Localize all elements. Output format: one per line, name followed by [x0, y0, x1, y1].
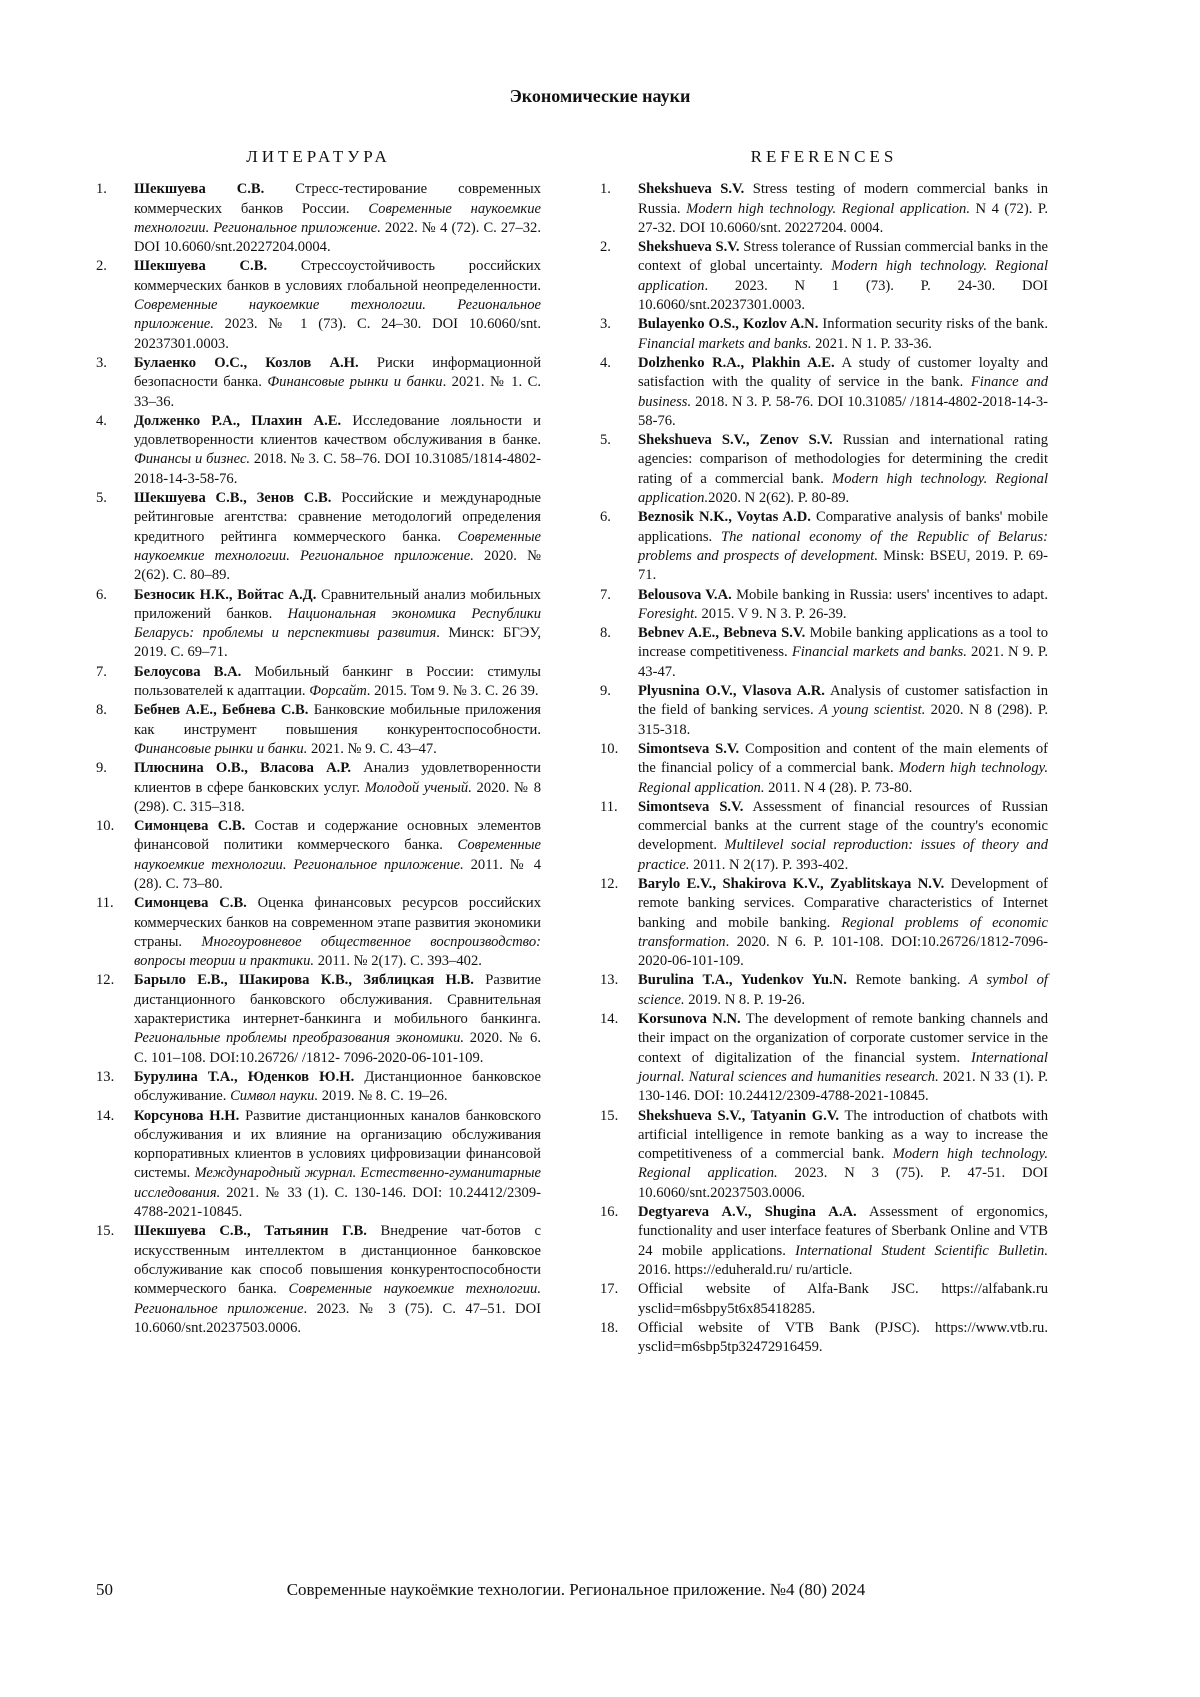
reference-item: [600, 431, 1048, 508]
references-ru-heading: ЛИТЕРАТУРА: [246, 147, 391, 166]
page-number: 50: [96, 1580, 113, 1599]
reference-text: [638, 1203, 1048, 1280]
reference-details: 2020. № 8 (298). С. 315–318.: [134, 779, 541, 815]
reference-item: [96, 1222, 541, 1338]
reference-authors: Булаенко О.С., Козлов А.Н.: [134, 354, 359, 371]
reference-number: 9.: [600, 683, 611, 700]
reference-text: [134, 817, 541, 894]
reference-item: [96, 817, 541, 894]
reference-text: [134, 701, 541, 759]
reference-title: The development of remote banking channels and their impact on the organization of corporate customer service in the context of digitalization of the financial system.: [638, 1011, 1048, 1066]
reference-number: 8.: [600, 625, 611, 642]
reference-details: 2019. N 8. P. 19-26.: [684, 991, 805, 1008]
reference-text: [638, 1319, 1048, 1358]
reference-authors: Dolzhenko R.A., Plakhin A.E.: [638, 354, 835, 371]
reference-details: 2018. N 3. P. 58-76. DOI 10.31085/ /1814-4802-2018-14-3-58-76.: [638, 393, 1048, 429]
reference-number: 10.: [600, 740, 619, 757]
reference-item: [600, 682, 1048, 740]
reference-title: Mobile banking in Russia: users' incentives to adapt.: [731, 586, 1048, 603]
reference-title: Развитие дистанционных каналов банковского обслуживания и их влияние на организацию обслуживания корпоративных клиентов в условиях цифровизации финансовой системы.: [134, 1107, 541, 1182]
reference-authors: Simontseva S.V.: [638, 798, 744, 815]
reference-item: [96, 1107, 541, 1223]
reference-title: Стресс-тестирование современных коммерческих банков России.: [134, 181, 541, 217]
reference-number: 1.: [600, 181, 611, 198]
reference-item: [96, 489, 541, 585]
reference-authors: Shekshueva S.V., Zenov S.V.: [638, 432, 833, 449]
reference-details: 2011. N 2(17). P. 393-402.: [689, 856, 849, 873]
reference-details: 2016. https://eduherald.ru/ ru/article.: [638, 1261, 853, 1278]
reference-source: A symbol of science.: [638, 972, 1048, 1008]
reference-item: [96, 971, 541, 1067]
reference-number: 15.: [96, 1223, 115, 1240]
reference-authors: Shekshueva S.V., Tatyanin G.V.: [638, 1107, 840, 1124]
reference-title: Mobile banking applications as a tool to increase competitiveness.: [638, 625, 1048, 661]
reference-text: [638, 238, 1048, 315]
reference-text: [134, 971, 541, 1067]
reference-source: Международный журнал. Естественно-гуманитарные исследования.: [134, 1165, 541, 1201]
reference-source: Financial markets and banks.: [791, 644, 967, 661]
reference-authors: Бурулина Т.А., Юденков Ю.Н.: [134, 1068, 355, 1085]
reference-details: 2011. N 4 (28). P. 73-80.: [764, 779, 913, 796]
reference-title: Оценка финансовых ресурсов российских коммерческих банков на современном этапе развития экономики страны.: [134, 895, 541, 950]
reference-text: [134, 354, 541, 412]
reference-details: . 2020. N 6. P. 101-108. DOI:10.26726/1812-7096-2020-06-101-109.: [638, 933, 1048, 970]
reference-item: [600, 875, 1048, 971]
reference-title: Assessment of financial resources of Russian commercial banks at the current stage of the country's economic development.: [638, 798, 1048, 854]
reference-source: Financial markets and banks.: [638, 335, 812, 352]
reference-details: 2021. N 9. P. 43-47.: [638, 644, 1048, 680]
reference-text: [638, 875, 1048, 971]
reference-text: [134, 257, 541, 353]
reference-number: 7.: [600, 586, 611, 603]
reference-title: The introduction of chatbots with artificial intelligence in remote banking as a way to increase the competitiveness of a commercial bank.: [638, 1107, 1048, 1163]
reference-details: 2021. № 9. С. 43–47.: [307, 740, 437, 757]
reference-source: Modern high technology. Regional application: [638, 258, 1048, 294]
reference-details: 2020. N 8 (298). P. 315-318.: [638, 702, 1049, 738]
reference-source: Современные наукоемкие технологии. Региональное приложение.: [134, 528, 541, 564]
reference-source: Foresight.: [638, 605, 698, 622]
reference-item: [96, 894, 541, 971]
reference-details: 2011. № 4 (28). С. 73–80.: [134, 856, 541, 892]
reference-details: 2021. № 33 (1). С. 130-146. DOI: 10.24412/2309-4788-2021-10845.: [134, 1184, 541, 1221]
reference-title: Comparative analysis of banks' mobile applications.: [638, 509, 1048, 545]
reference-source: International Student Scientific Bulletin.: [795, 1242, 1048, 1259]
reference-number: 9.: [96, 760, 107, 777]
reference-text: [638, 354, 1048, 431]
reference-authors: Degtyareva A.V., Shugina A.A.: [638, 1204, 857, 1221]
reference-item: [96, 663, 541, 702]
reference-authors: Korsunova N.N.: [638, 1011, 741, 1028]
reference-details: 2015. V 9. N 3. P. 26-39.: [697, 605, 847, 622]
reference-source: The national economy of the Republic of Belarus: problems and prospects of development.: [638, 528, 1048, 564]
reference-authors: Plyusnina O.V., Vlasova A.R.: [638, 683, 825, 700]
reference-title: Исследование лояльности и удовлетворенности клиентов качеством обслуживания в банке.: [134, 412, 541, 449]
reference-authors: Симонцева С.В.: [134, 818, 246, 835]
reference-authors: Бебнев А.Е., Бебнева С.В.: [134, 702, 309, 719]
reference-details: N 4 (72). P. 27-32. DOI 10.6060/snt. 20227204. 0004.: [638, 200, 1049, 236]
reference-title: Риски информационной безопасности банка.: [134, 354, 541, 391]
reference-text: [134, 489, 541, 585]
reference-source: Молодой ученый.: [364, 779, 472, 796]
reference-text: [638, 586, 1048, 625]
reference-title: Analysis of customer satisfaction in the field of banking services.: [638, 683, 1048, 719]
reference-source: Современные наукоемкие технологии. Региональное приложение.: [134, 297, 541, 333]
reference-source: Современные наукоемкие технологии. Региональное приложение.: [134, 837, 541, 873]
reference-authors: Burulina T.A., Yudenkov Yu.N.: [638, 972, 847, 989]
reference-details: . 2021. № 1. С. 33–36.: [134, 374, 541, 410]
reference-authors: Шекшуева С.В., Зенов С.В.: [134, 490, 332, 507]
reference-source: Региональные проблемы преобразования экономики.: [134, 1030, 465, 1047]
reference-number: 11.: [600, 798, 618, 815]
reference-text: [134, 1107, 541, 1223]
reference-source: Финансовые рынки и банки.: [134, 740, 308, 757]
reference-authors: Belousova V.A.: [638, 586, 732, 603]
reference-source: Multilevel social reproduction: issues of theory and practice.: [638, 837, 1048, 873]
reference-details: 2019. № 8. С. 19–26.: [318, 1088, 448, 1105]
reference-authors: Корсунова Н.Н.: [134, 1107, 240, 1124]
reference-text: [638, 740, 1048, 798]
reference-item: [600, 1107, 1048, 1203]
reference-text: [134, 759, 541, 817]
reference-authors: Shekshueva S.V.: [638, 239, 740, 256]
reference-text: [638, 798, 1048, 875]
reference-item: [600, 798, 1048, 875]
reference-source: Modern high technology. Regional application.: [638, 1146, 1048, 1182]
reference-details: 2020. N 2(62). P. 80-89.: [708, 490, 850, 507]
reference-text: [638, 624, 1048, 682]
reference-number: 17.: [600, 1281, 619, 1298]
reference-item: [600, 1010, 1048, 1106]
reference-source: Символ науки.: [230, 1088, 319, 1105]
reference-item: [96, 257, 541, 353]
reference-number: 6.: [600, 509, 611, 526]
reference-source: Современные наукоемкие технологии. Региональное приложение.: [134, 200, 542, 236]
reference-authors: Beznosik N.K., Voytas A.D.: [638, 509, 811, 526]
reference-number: 16.: [600, 1204, 619, 1221]
reference-text: [638, 315, 1048, 354]
reference-list-ru: [96, 180, 541, 1338]
reference-number: 12.: [600, 875, 619, 892]
reference-authors: Shekshueva S.V.: [638, 181, 745, 198]
reference-details: 2023. № 1 (73). С. 24–30. DOI 10.6060/snt. 20237301.0003.: [134, 316, 541, 352]
reference-title: Внедрение чат-ботов с искусственным интеллектом в дистанционное банковское обслуживание как способ повышения конкурентоспособности коммерческого банка.: [134, 1223, 541, 1298]
reference-details: . 2023. N 1 (73). P. 24-30. DOI 10.6060/snt.20237301.0003.: [638, 277, 1048, 314]
reference-title: Российские и международные рейтинговые агентства: сравнение методологий определения кредитного рейтинга коммерческого банка.: [134, 490, 541, 545]
reference-title: Сравнительный анализ мобильных приложений банков.: [134, 586, 541, 622]
reference-number: 10.: [96, 818, 115, 835]
reference-text: [134, 586, 541, 663]
reference-item: [600, 1319, 1048, 1358]
reference-number: 7.: [96, 663, 107, 680]
reference-item: [96, 354, 541, 412]
reference-number: 13.: [96, 1068, 115, 1085]
page-header: Экономические науки: [509, 86, 691, 106]
reference-source: Национальная экономика Республики Беларусь: проблемы и перспективы развития: [134, 605, 542, 642]
reference-details: 2023. N 3 (75). P. 47-51. DOI 10.6060/snt.20237503.0006.: [638, 1165, 1048, 1201]
reference-details: 2022. № 4 (72). С. 27–32. DOI 10.6060/snt.20227204.0004.: [134, 219, 541, 256]
reference-number: 8.: [96, 702, 107, 719]
reference-item: [96, 1068, 541, 1107]
reference-title: Information security risks of the bank.: [818, 316, 1048, 333]
reference-authors: Bulayenko O.S., Kozlov A.N.: [638, 316, 819, 333]
reference-source: A young scientist.: [818, 702, 926, 719]
reference-text: [638, 1010, 1048, 1106]
reference-text: [638, 508, 1048, 585]
reference-title: Stress tolerance of Russian commercial banks in the context of global uncertainty.: [638, 239, 1049, 275]
reference-source: Modern high technology. Regional application.: [686, 200, 970, 217]
reference-list-en: [600, 180, 1048, 1357]
reference-details: . Минск: БГЭУ, 2019. С. 69–71.: [134, 625, 541, 661]
reference-authors: Bebnev A.E., Bebneva S.V.: [638, 625, 806, 642]
reference-number: 13.: [600, 972, 619, 989]
reference-text: [134, 180, 541, 257]
reference-source: Форсайт: [309, 683, 367, 700]
reference-item: [600, 508, 1048, 585]
reference-title: Мобильный банкинг в России: стимулы пользователей к адаптации.: [134, 663, 541, 700]
reference-source: Многоуровневое общественное воспроизводство: вопросы теории и практики.: [134, 933, 541, 970]
reference-details: 2021. N 1. P. 33-36.: [811, 335, 932, 352]
journal-title: Современные наукоёмкие технологии. Региональное приложение. №4 (80) 2024: [286, 1580, 866, 1599]
reference-title: Банковские мобильные приложения как инструмент повышения конкурентоспособности.: [134, 702, 541, 738]
reference-number: 2.: [96, 258, 107, 275]
reference-title: Official website of VTB Bank (PJSC). https://www.vtb.ru. ysclid=m6sbp5tp32472916459.: [638, 1319, 1048, 1356]
reference-title: Анализ удовлетворенности клиентов в сфере банковских услуг.: [134, 760, 541, 796]
reference-item: [600, 354, 1048, 431]
reference-title: Development of remote banking services. Comparative characteristics of Internet banking and mobile banking.: [638, 875, 1048, 931]
reference-number: 14.: [600, 1011, 619, 1028]
reference-item: [96, 412, 541, 489]
reference-number: 3.: [600, 316, 611, 333]
reference-title: Дистанционное банковское обслуживание.: [134, 1068, 541, 1105]
reference-authors: Simontseva S.V.: [638, 740, 740, 757]
reference-text: [638, 180, 1048, 238]
reference-text: [638, 431, 1048, 508]
reference-authors: Шекшуева С.В.: [134, 258, 268, 275]
reference-number: 1.: [96, 181, 107, 198]
reference-number: 11.: [96, 895, 114, 912]
reference-details: 2018. № 3. С. 58–76. DOI 10.31085/1814-4802-2018-14-3-58-76.: [134, 451, 542, 487]
reference-item: [600, 1280, 1048, 1319]
reference-item: [600, 1203, 1048, 1280]
reference-text: [134, 894, 541, 971]
reference-source: Современные наукоемкие технологии. Региональное приложение: [134, 1281, 541, 1317]
reference-authors: Безносик Н.К., Войтас А.Д.: [134, 586, 317, 603]
reference-title: Russian and international rating agencies: comparison of methodologies for determining the credit rating of a commercial bank.: [638, 432, 1048, 487]
reference-text: [638, 1107, 1048, 1203]
reference-source: Regional problems of economic transformation: [638, 914, 1048, 950]
reference-number: 18.: [600, 1319, 619, 1336]
reference-number: 3.: [96, 354, 107, 371]
reference-source: Finance and business.: [638, 374, 1049, 410]
reference-number: 14.: [96, 1107, 115, 1124]
reference-details: 2020. № 2(62). С. 80–89.: [134, 547, 541, 584]
reference-authors: Симонцева С.В.: [134, 895, 247, 912]
reference-details: . 2023. № 3 (75). С. 47–51. DOI 10.6060/snt.20237503.0006.: [134, 1300, 541, 1336]
reference-source: Modern high technology. Regional application.: [638, 470, 1049, 507]
reference-title: Official website of Alfa-Bank JSC. https://alfabank.ru ysclid=m6sbpy5t6x85418285.: [638, 1281, 1048, 1317]
reference-item: [96, 586, 541, 663]
reference-number: 6.: [96, 586, 107, 603]
reference-source: Modern high technology. Regional application.: [638, 760, 1048, 796]
reference-item: [600, 238, 1048, 315]
reference-title: Assessment of ergonomics, functionality and user interface features of Sberbank Online and VTB 24 mobile applications.: [638, 1204, 1048, 1259]
reference-source: Финансы и бизнес.: [134, 451, 251, 468]
reference-text: [134, 1222, 541, 1338]
reference-details: . 2015. Том 9. № 3. С. 26 39.: [366, 683, 539, 700]
references-russian-column: [96, 147, 541, 1338]
reference-authors: Шекшуева С.В.: [134, 181, 265, 198]
reference-item: [96, 180, 541, 257]
reference-title: Состав и содержание основных элементов финансовой политики коммерческого банка.: [134, 818, 541, 854]
reference-text: [638, 1280, 1048, 1319]
reference-details: 2021. N 33 (1). P. 130-146. DOI: 10.24412/2309-4788-2021-10845.: [638, 1068, 1048, 1105]
reference-details: Minsk: BSEU, 2019. P. 69-71.: [638, 547, 1049, 584]
reference-authors: Барыло Е.В., Шакирова К.В., Зяблицкая Н.В.: [134, 972, 474, 989]
reference-source: Финансовые рынки и банки: [267, 374, 443, 391]
reference-authors: Белоусова В.А.: [134, 663, 242, 680]
reference-number: 4.: [96, 412, 107, 429]
reference-item: [600, 180, 1048, 238]
reference-number: 5.: [96, 490, 107, 507]
reference-details: 2020. № 6. С. 101–108. DOI:10.26726/ /1812- 7096-2020-06-101-109.: [134, 1030, 541, 1066]
reference-item: [600, 740, 1048, 798]
reference-number: 2.: [600, 239, 611, 256]
reference-item: [600, 315, 1048, 354]
reference-item: [600, 624, 1048, 682]
reference-title: Развитие дистанционного банковского обслуживания. Сравнительная характеристика интернет-банкинга и мобильного банкинга.: [134, 972, 541, 1028]
reference-text: [134, 412, 541, 489]
reference-item: [600, 971, 1048, 1010]
references-en-heading: REFERENCES: [750, 147, 898, 166]
reference-authors: Долженко Р.А., Плахин А.Е.: [134, 412, 342, 429]
reference-title: Composition and content of the main elements of the financial policy of a commercial bank.: [638, 740, 1048, 777]
reference-title: Remote banking.: [846, 972, 970, 989]
reference-authors: Плюснина О.В., Власова А.Р.: [134, 760, 352, 777]
reference-details: 2011. № 2(17). С. 393–402.: [314, 953, 482, 970]
reference-title: Стрессоустойчивость российских коммерческих банков в условиях глобальной неопределенности.: [134, 258, 541, 294]
reference-title: Stress testing of modern commercial banks in Russia.: [638, 181, 1048, 217]
reference-item: [600, 586, 1048, 625]
reference-text: [638, 682, 1048, 740]
reference-title: A study of customer loyalty and satisfaction with the quality of service in the bank.: [638, 354, 1048, 391]
reference-authors: Barylo E.V., Shakirova K.V., Zyablitskaya N.V.: [638, 875, 945, 892]
reference-text: [134, 1068, 541, 1107]
reference-item: [96, 759, 541, 817]
references-english-column: [600, 147, 1048, 1357]
reference-text: [638, 971, 1048, 1010]
reference-number: 15.: [600, 1107, 619, 1124]
reference-item: [96, 701, 541, 759]
reference-source: International journal. Natural sciences and humanities research.: [638, 1049, 1048, 1085]
reference-number: 12.: [96, 972, 115, 989]
reference-authors: Шекшуева С.В., Татьянин Г.В.: [134, 1223, 367, 1240]
reference-number: 5.: [600, 432, 611, 449]
reference-text: [134, 663, 541, 702]
reference-number: 4.: [600, 354, 611, 371]
